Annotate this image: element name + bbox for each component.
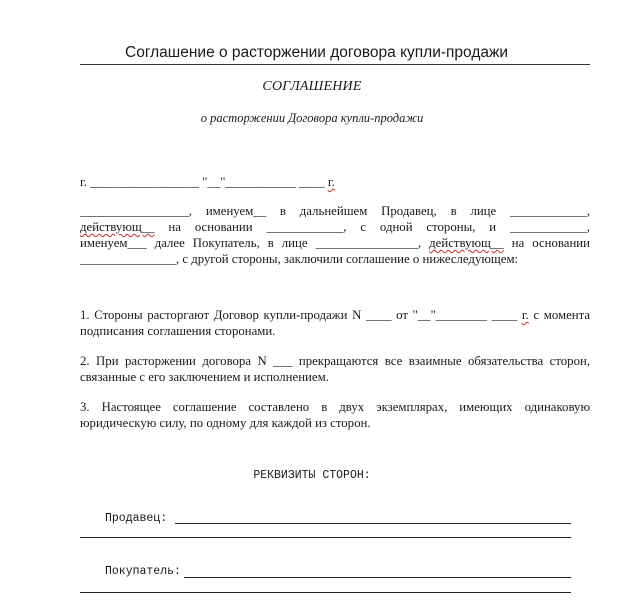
- text-run: ________________,: [315, 236, 422, 250]
- text-run: соглашение: [172, 400, 237, 414]
- text-run: прекращаются все взаимные обязательства сторон,: [298, 354, 591, 368]
- text-run: с одной стороны, и: [360, 220, 497, 234]
- text-run: имеющих: [459, 400, 513, 414]
- text-run: с момента: [533, 308, 591, 322]
- clause-2-line-1: [80, 353, 590, 369]
- text-run: г.: [521, 308, 529, 322]
- text-run: составлено: [248, 400, 310, 414]
- buyer-signature-line: [184, 577, 571, 578]
- text-run: ___: [273, 354, 293, 368]
- text-run: одинаковую: [524, 400, 591, 414]
- buyer-label: Покупатель:: [105, 565, 181, 578]
- seller-signature-line: [175, 523, 571, 524]
- text-run: ____: [365, 308, 392, 322]
- text-run: лице: [470, 204, 497, 218]
- text-run: в: [321, 400, 328, 414]
- text-run: в: [450, 204, 457, 218]
- text-run: ____________,: [510, 204, 591, 218]
- text-run: ____________,: [510, 220, 590, 234]
- title-divider: [80, 64, 590, 65]
- text-run: 1. Стороны расторгают Договор купли-продажи N: [80, 308, 362, 322]
- text-run: ____: [491, 308, 518, 322]
- day-blank: "__": [199, 175, 226, 189]
- place-date-line: [80, 174, 590, 190]
- text-run: на основании: [168, 220, 253, 234]
- preamble-line-2: [80, 219, 590, 235]
- text-run: в: [279, 204, 286, 218]
- preamble-line-3: [80, 235, 590, 251]
- document-heading: СОГЛАШЕНИЕ: [262, 79, 362, 94]
- text-run: экземплярах,: [376, 400, 448, 414]
- text-run: дальнейшем: [299, 204, 368, 218]
- text-run: _________________,: [80, 204, 192, 218]
- text-run: ____________,: [266, 220, 347, 234]
- text-run: двух: [339, 400, 365, 414]
- buyer-extra-line: [80, 592, 571, 593]
- requisites-heading: РЕКВИЗИТЫ СТОРОН:: [253, 469, 371, 482]
- seller-label: Продавец:: [105, 512, 168, 525]
- text-run: именуем__: [205, 204, 267, 218]
- text-run: именуем___: [80, 236, 147, 250]
- preamble-line-1: [80, 203, 590, 219]
- clause-1-line-1: [80, 307, 590, 323]
- text-run: 3.: [80, 400, 90, 414]
- text-run: от "__"________: [396, 308, 487, 322]
- text-run: 2. При расторжении договора N: [80, 354, 267, 368]
- page-title: Соглашение о расторжении договора купли-продажи: [125, 44, 509, 61]
- document-subheading: о расторжении Договора купли-продажи: [200, 111, 424, 125]
- clause-3-line-1: [80, 399, 590, 415]
- city-blank: _________________: [90, 175, 199, 189]
- city-prefix: г.: [80, 175, 91, 189]
- text-run: далее Покупатель, в лице: [154, 236, 308, 250]
- text-run: на основании: [511, 236, 590, 250]
- clause-3-line-2: юридическую силу, по одному для каждой из сторон.: [80, 416, 371, 430]
- year-blank: ____: [295, 175, 325, 189]
- month-blank: ___________: [225, 175, 296, 189]
- text-run: Продавец,: [381, 204, 437, 218]
- clause-2-line-2: связанные с его заключением и исполнением.: [80, 370, 329, 384]
- text-run: Настоящее: [101, 400, 161, 414]
- text-run: действующ__: [429, 236, 504, 250]
- seller-extra-line: [80, 537, 571, 538]
- text-run: действующ__: [80, 220, 155, 234]
- year-suffix: г.: [327, 175, 335, 189]
- clause-1-line-2: подписания соглашения сторонами.: [80, 324, 276, 338]
- preamble-line-4: _______________, с другой стороны, заключили соглашение о нижеследующем:: [80, 252, 519, 266]
